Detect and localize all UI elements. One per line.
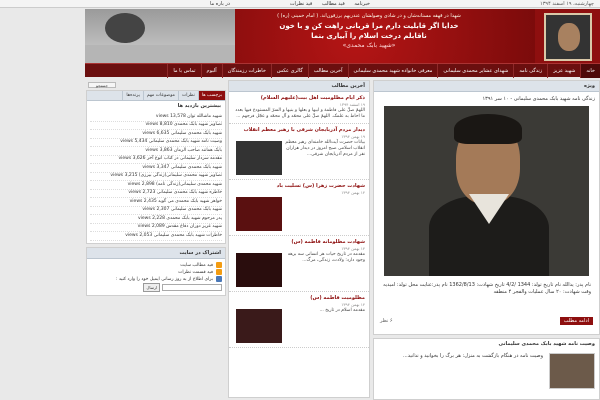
email-field[interactable] xyxy=(162,284,222,291)
quote-line-2: خدایا اگر قابلیت دارم مرا قربانی راهت کن و با خون xyxy=(279,22,459,30)
email-icon xyxy=(216,276,222,282)
popular-head: بیشترین بازدید ها xyxy=(87,101,225,111)
tab-tags[interactable]: برچسب ها xyxy=(198,91,225,100)
post-thumbnail[interactable] xyxy=(236,141,282,175)
top-link-newsletter[interactable]: خبرنامه xyxy=(354,1,370,7)
nav-martyr[interactable]: شهید عزیز xyxy=(547,64,580,78)
quote-line-1: شهدا در قهقه مستانه‌شان و در شادی وصولشان عندربهم یرزقون‌اند. ( امام خمینی (ره) ) xyxy=(277,13,461,19)
post-date: ۱۴ بهمن ۱۳۹۴ xyxy=(341,190,365,195)
tree-shape xyxy=(105,13,145,43)
read-more-button[interactable]: ادامه مطلب xyxy=(560,317,593,325)
post-item xyxy=(229,236,369,292)
list-item[interactable]: شهید محمدی سلیمانی(زندگی نامه) 2,898 views xyxy=(90,181,222,190)
post-thumbnail[interactable] xyxy=(236,197,282,231)
header-martyr-portrait xyxy=(544,13,592,61)
special-head: ویژه xyxy=(374,81,599,92)
nav-gallery[interactable]: گالری عکس xyxy=(271,64,308,78)
post-title[interactable]: شهادت حضرت زهرا (س) تسلیت باد xyxy=(276,183,365,189)
subscribe-box xyxy=(86,247,226,296)
right-column xyxy=(373,80,600,400)
list-item[interactable]: شهید بابک محمدی سلیمانی 3,347 views xyxy=(90,164,222,173)
nav-album[interactable]: آلبوم xyxy=(201,64,222,78)
will-text: وصیت نامه در هنگام بازگشت به منزل: هر برگ را بخوانید و ندانید... xyxy=(402,353,543,359)
quote-line-3: ناقابلم درخت اسلام را آبیاری بنما xyxy=(311,32,427,40)
list-item[interactable]: وصیت نامه شهید بابک محمدی سلیمانی 5,434 views xyxy=(90,139,222,148)
current-date: چهارشنبه، ۱۹ اسفند ۱۳۹۴ xyxy=(540,1,594,7)
will-box xyxy=(373,338,600,400)
list-item[interactable]: بابک همانند صاحب الزمان 3,863 views xyxy=(90,147,222,156)
tab-comments[interactable]: نظرات xyxy=(178,91,198,100)
nav-biography[interactable]: زندگی نامه xyxy=(513,64,547,78)
email-label: برای اطلاع از به روز رسانی ایمیل خود را وارد کنید : xyxy=(115,276,213,282)
latest-posts-head: آخرین مطالب xyxy=(229,81,369,92)
post-thumbnail[interactable] xyxy=(236,253,282,287)
post-item xyxy=(229,180,369,236)
quote-line-4: «شهید بابک محمدی» xyxy=(342,42,396,49)
nav-memories[interactable]: خاطرات رزمندگان xyxy=(222,64,271,78)
rss-icon xyxy=(216,262,222,268)
post-date: ۱۹ بهمن ۱۳۹۴ xyxy=(341,134,365,139)
rss-posts-link[interactable]: فید مطالب سایت xyxy=(180,262,213,268)
post-excerpt: مقدمه اسلام در تاریخ ... xyxy=(319,308,365,313)
latest-posts-box xyxy=(228,80,370,398)
post-title[interactable]: ذکر ایام مظلومیت اهل بیت(علیهم السلام) xyxy=(260,95,365,101)
popular-list xyxy=(87,111,225,243)
post-excerpt: بیانات حضرت آیت‌الله خامنه‌ای رهبر معظم انقلاب اسلامی صبح امروز در دیدار هزاران نفر از مردم آذربایجان شرقی... xyxy=(285,140,365,157)
list-item[interactable]: خاطرات شهید بابک محمدی سلیمانی 2,053 views xyxy=(90,232,222,241)
middle-column xyxy=(228,80,370,400)
tab-birds[interactable]: پرنده‌ها xyxy=(122,91,142,100)
nav-family[interactable]: معرفی خانواده شهید محمدی سلیمانی xyxy=(348,64,438,78)
nav-contact[interactable]: تماس با ما xyxy=(167,64,200,78)
list-item[interactable]: تصاویر شهید محمدی سلیمانی(زندگی بیرزی) 3,215 views xyxy=(90,173,222,182)
post-thumbnail[interactable] xyxy=(236,309,282,343)
post-excerpt: اللهمّ صلّ علی فاطمة و ابیها و بعلها و بنیها و السرّ المستودع فیها بعدد ما احاط به علمک. اللهمّ صلّ علی محمّد و آل محمّد و عجّل فرجهم ... xyxy=(235,108,365,119)
list-item[interactable]: خاطره شهید بابک محمدی سلیمانی 2,723 views xyxy=(90,190,222,199)
site-header xyxy=(85,9,600,63)
special-box xyxy=(373,80,600,335)
post-date: ۱۴ بهمن ۱۳۹۴ xyxy=(341,246,365,251)
main-nav xyxy=(85,63,600,77)
post-date: ۱۹ اسفند ۱۳۹۴ xyxy=(339,102,365,107)
list-item[interactable]: خواهر شهید بابک محمدی می گوید 2,435 views xyxy=(90,198,222,207)
post-item xyxy=(229,124,369,180)
list-item[interactable]: شهید ماشالله توان 13,578 views xyxy=(90,113,222,122)
nav-home[interactable]: خانه xyxy=(580,64,600,78)
will-thumbnail[interactable] xyxy=(549,353,595,389)
header-quote xyxy=(204,13,534,49)
post-date: ۱۴ بهمن ۱۳۹۴ xyxy=(341,302,365,307)
post-title[interactable]: دیدار مردم آذربایجان شرقی با رهبر معظم انقلاب xyxy=(243,127,365,133)
tab-topics[interactable]: موضوعات مهم xyxy=(143,91,178,100)
post-title[interactable]: مظلومیت فاطمه (س) xyxy=(310,295,365,301)
martyr-photo[interactable] xyxy=(384,106,589,276)
nav-latest[interactable]: آخرین مطالب xyxy=(308,64,348,78)
left-column xyxy=(86,80,226,299)
nav-tribal-martyrs[interactable]: شهدای عشایر محمدی سلیمانی xyxy=(437,64,513,78)
top-link-posts-feed[interactable]: فید مطالب xyxy=(321,1,345,7)
post-excerpt: مقدمه در تاریخ حیات هر انسانی سه برهه وجود دارد: ولادت، زندگی، مرگ... xyxy=(287,252,365,263)
post-item xyxy=(229,92,369,124)
post-title[interactable]: شهادت مظلومانه فاطمه (س) xyxy=(291,239,365,245)
special-description: نام پدر: یدالله نام تاریخ تولد: 1344 /4/2 تاریخ شهادت: 1362/8/13 نام پدر:عنایت محل تولد: امیدیه وقت شهادت: ۲۰ سال عملیات والفجر ۴ منطقه xyxy=(383,282,591,295)
post-item xyxy=(229,292,369,348)
rss-comments-link[interactable]: فید قسمت نظرات xyxy=(178,269,213,275)
rss-icon xyxy=(216,269,222,275)
top-bar xyxy=(0,0,600,8)
list-item[interactable]: تصاویر شهید بابک محمدی 8,810 views xyxy=(90,122,222,131)
comment-count[interactable]: ۶ نظر xyxy=(380,318,393,324)
popular-box xyxy=(86,90,226,244)
special-title[interactable]: زندگی نامه شهید بابک محمدی سلیمانی - ۱۰ سر ۱۳۹۱ xyxy=(482,96,595,102)
top-links xyxy=(282,1,370,7)
list-item[interactable]: شهید عزیز دوران دفاع مقدس 2,089 views xyxy=(90,224,222,233)
list-item[interactable]: مقدمه سردار سلیمانی در کتاب انوع آخر 3,626 views xyxy=(90,156,222,165)
list-item[interactable]: پدر مرحوم شهید بابک محمدی 2,228 views xyxy=(90,215,222,224)
subscribe-button[interactable]: ارسال xyxy=(143,283,160,292)
top-link-about[interactable]: در باره ما xyxy=(210,1,230,7)
list-item[interactable]: شهید بابک محمدی سلیمانی 6,635 views xyxy=(90,130,222,139)
subscribe-head: اشتراک در سایت xyxy=(87,248,225,259)
will-title[interactable]: وصیت نامه شهید بابک محمدی سلیمانی xyxy=(498,341,595,347)
search-input[interactable]: جستجو xyxy=(88,82,116,88)
list-item[interactable]: شهید بابک محمدی سلیمانی 2,307 views xyxy=(90,207,222,216)
sidebar-tabs xyxy=(87,91,225,101)
top-link-comments-feed[interactable]: فید نظرات xyxy=(289,1,313,7)
